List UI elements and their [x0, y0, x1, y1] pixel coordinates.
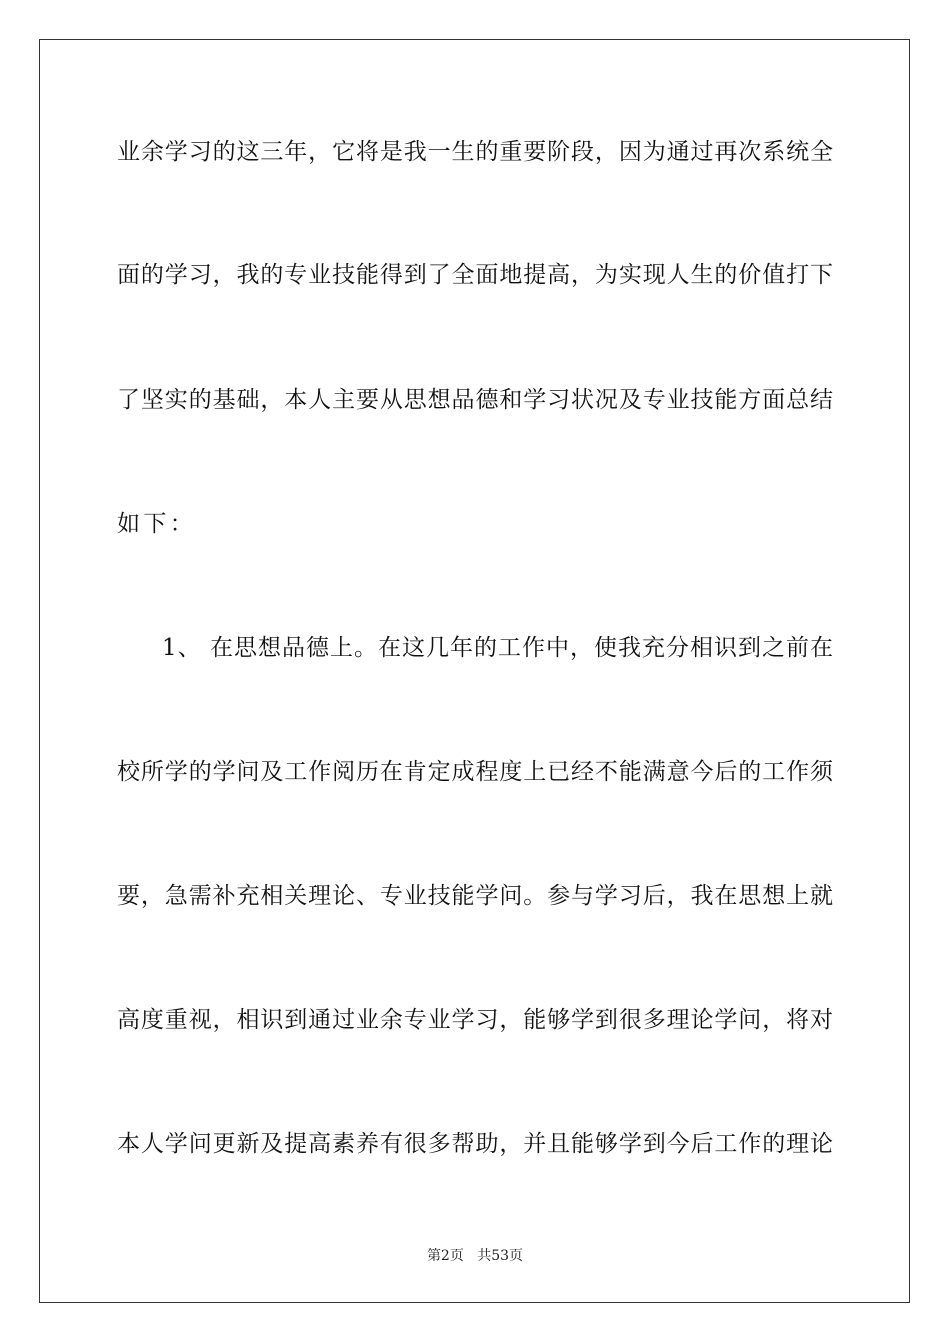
page-footer — [0, 1247, 950, 1265]
page-border — [39, 39, 910, 1303]
body-text-line-6: 校所学的学问及工作阅历在肯定成程度上已经不能满意今后的工作须 — [117, 759, 833, 785]
body-text-line-8: 高度重视，相识到通过业余专业学习，能够学到很多理论学问，将对 — [117, 1007, 833, 1033]
page-total: 共53页 — [477, 1248, 524, 1264]
body-text-line-4: 如下： — [117, 511, 197, 537]
body-text-line-7: 要，急需补充相关理论、专业技能学问。参与学习后，我在思想上就 — [117, 883, 833, 909]
body-text-line-5: 1、 在思想品德上。在这几年的工作中，使我充分相识到之前在 — [162, 635, 833, 661]
body-text-line-9: 本人学问更新及提高素养有很多帮助，并且能够学到今后工作的理论 — [117, 1131, 833, 1157]
body-text-line-2: 面的学习，我的专业技能得到了全面地提高，为实现人生的价值打下 — [117, 262, 833, 288]
page-number: 第2页 — [426, 1248, 464, 1264]
body-text-line-1: 业余学习的这三年，它将是我一生的重要阶段，因为通过再次系统全 — [117, 139, 833, 165]
body-text-line-3: 了坚实的基础，本人主要从思想品德和学习状况及专业技能方面总结 — [117, 387, 833, 413]
